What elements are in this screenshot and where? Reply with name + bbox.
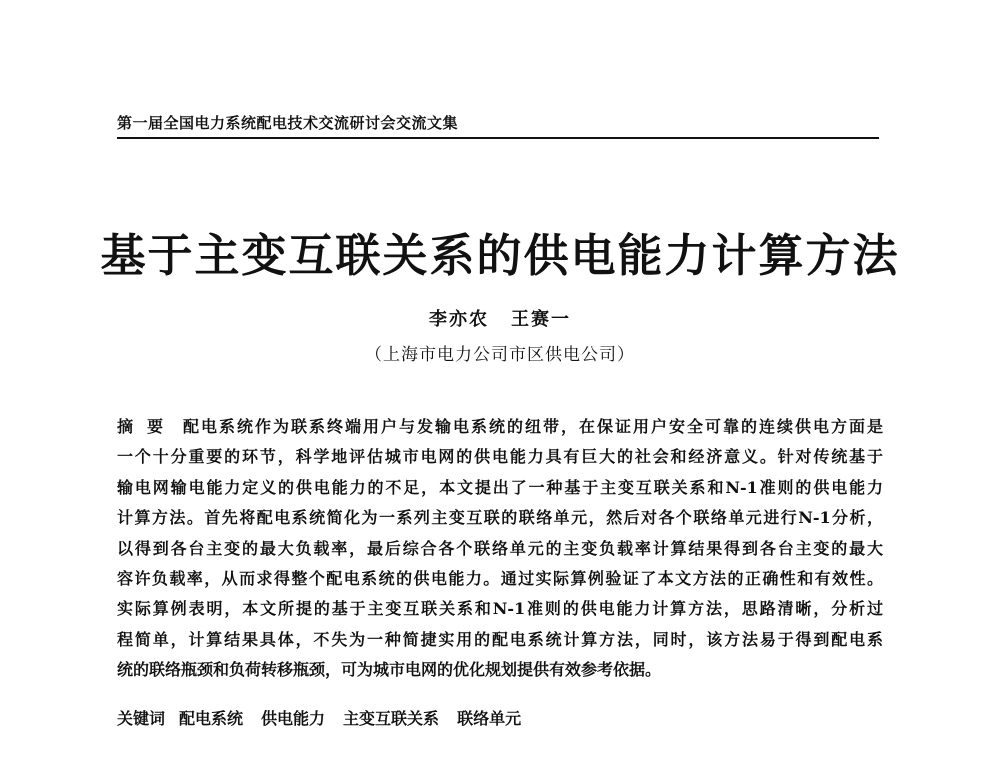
keyword: 联络单元 xyxy=(457,709,522,728)
keyword: 配电系统 xyxy=(179,709,244,728)
author-2: 王赛一 xyxy=(511,309,571,330)
running-header: 第一届全国电力系统配电技术交流研讨会交流文集 xyxy=(117,114,459,132)
abstract-line: 程简单，计算结果具体，不失为一种简捷实用的配电系统计算方法，同时，该方法易于得到配电系 xyxy=(117,629,883,649)
abstract-line: 一个十分重要的环节，科学地评估城市电网的供电能力具有巨大的社会和经济意义。针对传统基于 xyxy=(117,447,883,467)
authors xyxy=(0,308,1000,332)
abstract-line: 输电网输电能力定义的供电能力的不足，本文提出了一种基于主变互联关系和N-1准则的供电能力 xyxy=(117,477,883,497)
abstract xyxy=(117,412,883,686)
abstract-line: 实际算例表明，本文所提的基于主变互联关系和N-1准则的供电能力计算方法，思路清晰，分析过 xyxy=(117,599,883,619)
keywords xyxy=(117,706,883,732)
abstract-line: 以得到各台主变的最大负载率，最后综合各个联络单元的主变负载率计算结果得到各台主变的最大 xyxy=(117,538,883,558)
abstract-line xyxy=(117,412,883,442)
header-rule xyxy=(117,137,879,139)
author-1: 李亦农 xyxy=(429,309,489,330)
keywords-label: 关键词 xyxy=(117,709,166,728)
abstract-label: 摘要 xyxy=(117,417,177,436)
keyword: 主变互联关系 xyxy=(343,709,440,728)
keyword: 供电能力 xyxy=(261,709,326,728)
paper-title: 基于主变互联关系的供电能力计算方法 xyxy=(100,229,900,282)
abstract-line: 计算方法。首先将配电系统简化为一系列主变互联的联络单元，然后对各个联络单元进行N-1分析， xyxy=(117,508,883,528)
affiliation: （上海市电力公司市区供电公司） xyxy=(365,345,635,365)
abstract-line: 容许负载率，从而求得整个配电系统的供电能力。通过实际算例验证了本文方法的正确性和有效性。 xyxy=(117,569,883,589)
abstract-text: 配电系统作为联系终端用户与发输电系统的纽带，在保证用户安全可靠的连续供电方面是 xyxy=(183,417,883,436)
abstract-line: 统的联络瓶颈和负荷转移瓶颈，可为城市电网的优化规划提供有效参考依据。 xyxy=(117,660,662,680)
